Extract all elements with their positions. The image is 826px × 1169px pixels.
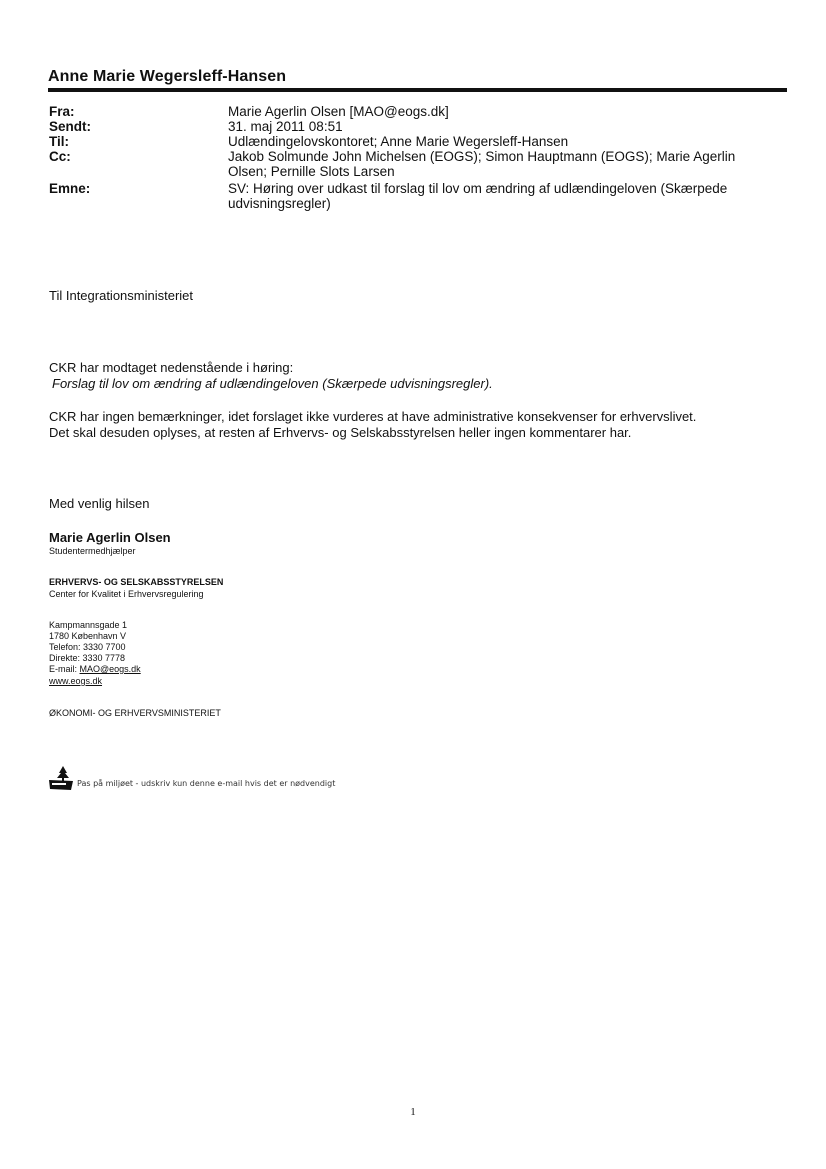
body-para1-line1: CKR har modtaget nedenstående i høring: xyxy=(49,360,294,375)
subject-label: Emne: xyxy=(49,181,91,196)
signature-website-link[interactable]: www.eogs.dk xyxy=(49,676,103,686)
signature-email-row xyxy=(49,664,141,675)
cc-value-line2: Olsen; Pernille Slots Larsen xyxy=(228,164,395,179)
recipient-name-heading: Anne Marie Wegersleff-Hansen xyxy=(48,68,287,85)
subject-value-line1: SV: Høring over udkast til forslag til lov om ændring af udlændingeloven (Skærpede xyxy=(228,181,728,196)
page-number: 1 xyxy=(410,1106,416,1118)
signature-email-prefix: E-mail: xyxy=(49,664,80,674)
to-label: Til: xyxy=(49,134,69,149)
signature-direct-phone: Direkte: 3330 7778 xyxy=(49,653,126,663)
greeting-text: Til Integrationsministeriet xyxy=(49,288,194,303)
subject-value-line2: udvisningsregler) xyxy=(228,196,331,211)
signature-city: 1780 København V xyxy=(49,631,127,641)
signature-email-link[interactable]: MAO@eogs.dk xyxy=(79,664,141,674)
header-divider xyxy=(48,88,787,92)
sent-label: Sendt: xyxy=(49,119,91,134)
signature-title: Studentermedhjælper xyxy=(49,546,136,556)
eco-notice xyxy=(49,766,349,790)
to-value: Udlændingelovskontoret; Anne Marie Wegersleff-Hansen xyxy=(228,134,569,149)
signature-phone: Telefon: 3330 7700 xyxy=(49,642,126,652)
tree-printer-icon xyxy=(49,766,75,790)
body-para2-line1: CKR har ingen bemærkninger, idet forslaget ikke vurderes at have administrative konsekvenser for erhvervslivet. xyxy=(49,409,697,424)
signature-name: Marie Agerlin Olsen xyxy=(49,530,171,545)
body-para1-line2: Forslag til lov om ændring af udlændingeloven (Skærpede udvisningsregler). xyxy=(52,376,493,391)
body-para2-line2: Det skal desuden oplyses, at resten af Erhvervs- og Selskabsstyrelsen heller ingen kommentarer har. xyxy=(49,425,632,440)
signature-ministry: ØKONOMI- OG ERHVERVSMINISTERIET xyxy=(49,708,221,718)
signature-department: Center for Kvalitet i Erhvervsregulering xyxy=(49,589,204,599)
cc-label: Cc: xyxy=(49,149,71,164)
signature-org: ERHVERVS- OG SELSKABSSTYRELSEN xyxy=(49,577,224,587)
closing-text: Med venlig hilsen xyxy=(49,496,150,511)
signature-street: Kampmannsgade 1 xyxy=(49,620,128,630)
eco-notice-text: Pas på miljøet - udskriv kun denne e-mail hvis det er nødvendigt xyxy=(77,779,336,788)
cc-value-line1: Jakob Solmunde John Michelsen (EOGS); Simon Hauptmann (EOGS); Marie Agerlin xyxy=(228,149,736,164)
sent-value: 31. maj 2011 08:51 xyxy=(228,119,343,134)
from-label: Fra: xyxy=(49,104,75,119)
from-value: Marie Agerlin Olsen [MAO@eogs.dk] xyxy=(228,104,449,119)
